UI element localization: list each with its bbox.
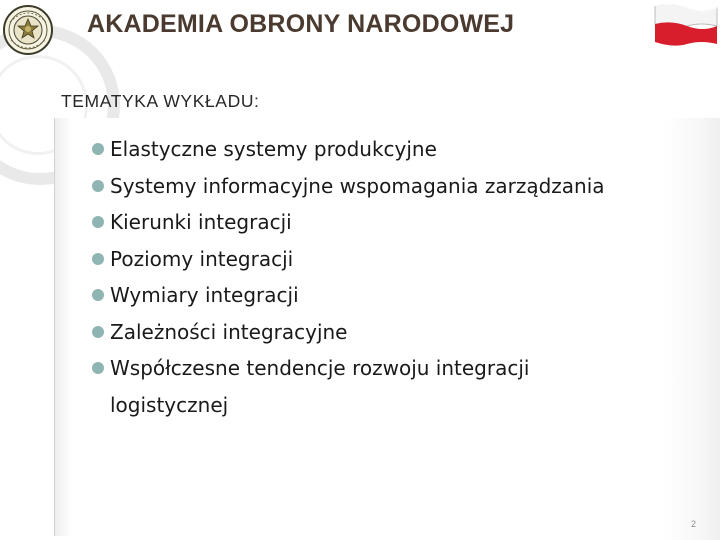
page-number: 2 [690,519,696,529]
list-item [96,204,676,241]
list-item [96,131,676,168]
list-item [96,241,676,278]
bullet-icon [92,326,104,338]
academy-emblem-icon [2,2,54,58]
bullet-icon [92,180,104,192]
page-title: AKADEMIA OBRONY NARODOWEJ [87,10,515,38]
list-item-text: Elastyczne systemy produkcyjne [110,137,437,161]
list-item [96,168,676,205]
list-item-text: Poziomy integracji [110,246,294,271]
bullet-icon [92,216,104,228]
list-item [96,350,676,423]
section-title: TEMATYKA WYKŁADU: [61,91,260,111]
topic-list [96,131,676,423]
panel-divider [54,118,55,536]
bullet-icon [92,253,104,265]
bullet-icon [92,289,104,301]
list-item-text: Wymiary integracji [110,283,299,307]
list-item-text: Systemy informacyjne wspomagania zarządzania [110,173,605,198]
list-item-text: Kierunki integracji [110,210,292,234]
bullet-icon [92,362,104,374]
list-item [96,277,676,314]
list-item-text: Współczesne tendencje rozwoju integracji logistycznej [110,356,530,417]
bullet-icon [92,143,104,155]
polish-flag-icon [653,2,719,48]
list-item-text: Zależności integracyjne [110,319,348,344]
list-item [96,314,676,351]
